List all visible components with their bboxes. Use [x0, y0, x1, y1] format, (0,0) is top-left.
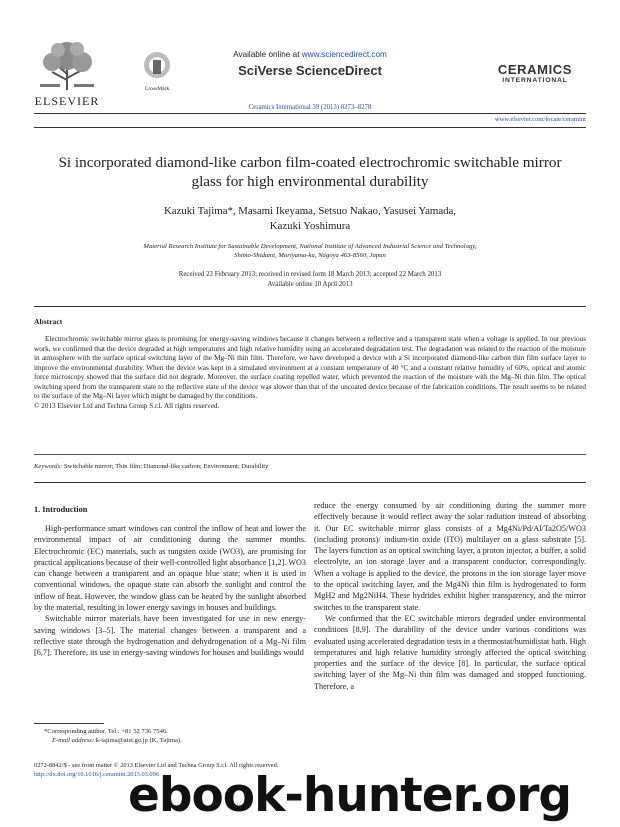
watermark: ebook-hunter.org: [128, 768, 572, 823]
affiliation: Material Research Institute for Sustainable Development, National Institute of Advanced Industrial Science and Technology, Shimo-Shidami, Moriyama-ku, Nagoya 463-8560, Japan: [143, 243, 477, 260]
keywords: [34, 463, 586, 470]
available-online: Available online at www.sciencedirect.com: [233, 50, 387, 59]
publisher-name: ELSEVIER: [34, 94, 100, 108]
intro-paragraph-1: High-performance smart windows can control the inflow of heat and lower the environmental impact of air conditioning during the summer months. Electrochromic (EC) materials, such as tungsten oxide (WO3), are promising for practical applications because of their well-controlled light absorbance [1,2]. WO3 can change between a transparent and an opaque blue state; when it is used in conventional windows, the opaque state can absorb the sunlight and control the inflow of heat. However, the window glass can be heated by the sunlight absorbed by the material, resulting in lower energy savings in houses and buildings.: [34, 524, 306, 613]
crossmark-icon: [137, 50, 177, 80]
header-rule-bottom: [34, 127, 586, 128]
keywords-rule: [34, 454, 586, 455]
intro-paragraph-4: We confirmed that the EC switchable mirrors degraded under environmental conditions [8,9]. The durability of the device under various conditions was evaluated using accelerated degradation tests in a thermostat/humidistat bath. High temperatures and high relative humidity strongly affected the optical switching properties and the surface of the device [8]. In particular, the surface optical switching layer of the Mg–Ni thin film was damaged and stopped functioning. Therefore, a: [314, 613, 586, 691]
sciencedirect-link[interactable]: www.sciencedirect.com: [301, 50, 387, 59]
authors: [60, 204, 560, 234]
left-column: [34, 523, 306, 659]
intro-paragraph-3: reduce the energy consumed by air conditioning during the summer more effectively because it would reflect away the solar radiation instead of absorbing it. Our EC switchable mirror glass consists of a Mg4Ni/Pd/Al/Ta2O5/WO3 (including protons)/ indium-tin oxide (ITO) multilayer on a glass substrate [5]. The layers function as an optical switching layer, a proton injector, a buffer, a solid electrolyte, an ion storage layer and a transparent conductor, correspondingly. When a voltage is applied to the device, the protons in the ion storage layer move to the optical switching layer, and the Mg4Ni thin film is hydrogenated to form MgH2 and Mg2NiH4. These hydrides exhibit higher transparency, and the mirror switches to the transparent state.: [314, 501, 586, 612]
copyright-line: © 2013 Elsevier Ltd and Techna Group S.r.l. All rights reserved.: [34, 401, 220, 410]
abstract-body: Electrochromic switchable mirror glass is promising for energy-saving windows because it changes between a reflective and a transparent state when a voltage is applied. In our previous work, we confirmed that the device degraded at high temperatures and high relative humidity using an accelerated degradation test. The degradation was related to the reaction of the moisture in atmosphere with the surface optical switching layer of the Mg–Ni thin film. Therefore, we have developed a device with a Si incorporated diamond-like carbon thin film surface layer to improve the environmental durability. When the device was kept in a simulated environment at a constant temperature of 40 °C and a constant relative humidity of 60%, optical and atomic force microscopy showed that the surface did not degrade. Moreover, the surface coating repelled water, which prevented the reaction of the moisture with the Mg–Ni thin film. The optical switching speed from the transparent state to the reflective state of the device was slower than that of the uncoated device because of the fabrication conditions. The result seems to be related to the surface of the Mg–Ni layer which might be damaged by the conditions. © 2013 Elsevier Ltd and Techna Group S.r.l. All rights reserved.: [34, 335, 586, 410]
elsevier-tree-icon: [34, 40, 100, 92]
header-rule-top: [34, 113, 586, 114]
email-address[interactable]: k-tajima@aist.go.jp (K. Tajima).: [95, 737, 182, 744]
keywords-label: Keywords:: [34, 463, 63, 470]
elsevier-logo: [34, 40, 100, 92]
journal-citation[interactable]: Ceramics International 39 (2013) 8273–8278: [248, 104, 372, 111]
right-column: [314, 500, 586, 692]
journal-url[interactable]: www.elsevier.com/locate/ceramint: [494, 116, 586, 123]
authors-line-1: Kazuki Tajima*, Masami Ikeyama, Setsuo Nakao, Yasusei Yamada,: [163, 205, 456, 217]
corresponding-author: *Corresponding author. Tel.: +81 52 736 7546.: [44, 728, 168, 735]
abstract-rule-top: [34, 306, 586, 307]
footnote: [34, 727, 306, 745]
crossmark-badge[interactable]: [137, 50, 177, 92]
body-rule: [34, 482, 586, 483]
footnote-rule: [34, 723, 104, 724]
abstract-heading: Abstract: [34, 317, 63, 326]
authors-line-2: Kazuki Yoshimura: [269, 220, 351, 232]
sciverse-brand: SciVerse ScienceDirect: [238, 63, 382, 78]
section-heading-introduction: 1. Introduction: [34, 505, 88, 514]
article-title: Si incorporated diamond-like carbon film-coated electrochromic switchable mirror glass for high environmental durability: [58, 154, 562, 190]
keywords-list: Switchable mirror; Thin film; Diamond-like carbon; Environment; Durability: [63, 463, 269, 470]
intro-paragraph-2: Switchable mirror materials have been investigated for use in new energy-saving windows [3–5]. The material changes between a transparent and a reflective state through the hydrogenation and dehydrogenation of a Mg–Ni film [6,7]. Therefore, its use in energy-saving windows for houses and buildings would: [34, 614, 306, 658]
email-label: E-mail address:: [52, 737, 95, 744]
issn-line: 0272-8842/$ - see front matter © 2013 Elsevier Ltd and Techna Group S.r.l. All rights reserved.: [34, 762, 279, 769]
doi-link[interactable]: http://dx.doi.org/10.1016/j.ceramint.2013.03.096: [34, 770, 160, 778]
journal-logo: CERAMICS INTERNATIONAL: [497, 62, 573, 84]
article-dates: Received 22 February 2013; received in revised form 18 March 2013; accepted 22 March 2013 Available online 10 April 2013: [178, 271, 442, 288]
crossmark-label: CrossMark: [144, 86, 170, 92]
